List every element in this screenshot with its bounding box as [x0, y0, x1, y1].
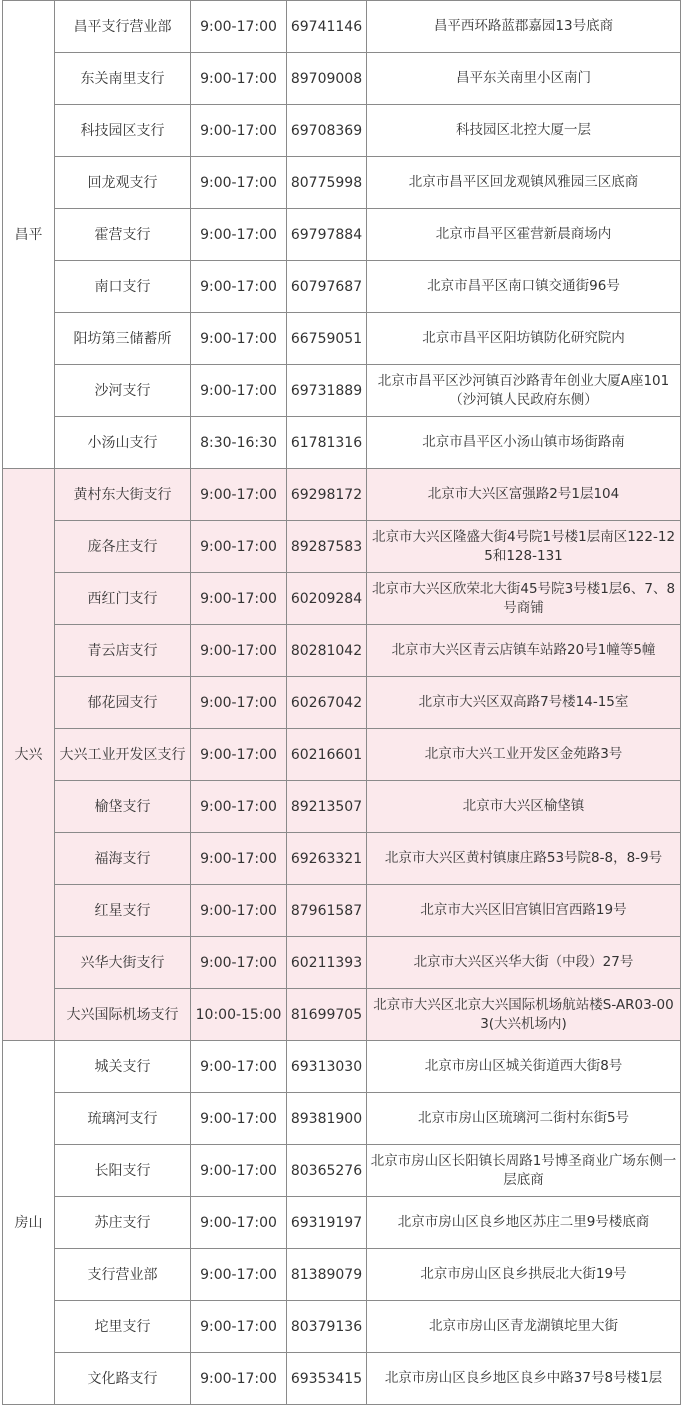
branch-table-body [3, 1, 681, 1405]
branch-name-cell: 大兴工业开发区支行 [55, 729, 191, 781]
address-cell: 北京市大兴区青云店镇车站路20号1幢等5幢 [367, 625, 681, 677]
branch-name-cell: 榆垡支行 [55, 781, 191, 833]
district-cell: 房山 [3, 1041, 55, 1405]
hours-cell: 9:00-17:00 [191, 521, 287, 573]
hours-cell: 9:00-17:00 [191, 1353, 287, 1405]
branch-name-cell: 回龙观支行 [55, 157, 191, 209]
address-cell: 科技园区北控大厦一层 [367, 105, 681, 157]
hours-cell: 9:00-17:00 [191, 1041, 287, 1093]
hours-cell: 9:00-17:00 [191, 105, 287, 157]
branch-name-cell: 长阳支行 [55, 1145, 191, 1197]
address-cell: 北京市昌平区小汤山镇市场街路南 [367, 417, 681, 469]
branch-name-cell: 科技园区支行 [55, 105, 191, 157]
phone-cell: 80281042 [287, 625, 367, 677]
address-cell: 北京市昌平区回龙观镇风雅园三区底商 [367, 157, 681, 209]
address-cell: 北京市昌平区阳坊镇防化研究院内 [367, 313, 681, 365]
address-cell: 北京市房山区良乡地区良乡中路37号8号楼1层 [367, 1353, 681, 1405]
district-cell: 大兴 [3, 469, 55, 1041]
phone-cell: 89287583 [287, 521, 367, 573]
table-row [3, 105, 681, 157]
branch-name-cell: 黄村东大街支行 [55, 469, 191, 521]
hours-cell: 9:00-17:00 [191, 1249, 287, 1301]
address-cell: 北京市房山区青龙湖镇坨里大街 [367, 1301, 681, 1353]
phone-cell: 61781316 [287, 417, 367, 469]
hours-cell: 9:00-17:00 [191, 677, 287, 729]
phone-cell: 69731889 [287, 365, 367, 417]
phone-cell: 69708369 [287, 105, 367, 157]
address-cell: 北京市房山区城关街道西大街8号 [367, 1041, 681, 1093]
phone-cell: 60209284 [287, 573, 367, 625]
branch-name-cell: 兴华大街支行 [55, 937, 191, 989]
table-row [3, 209, 681, 261]
table-row [3, 833, 681, 885]
hours-cell: 9:00-17:00 [191, 209, 287, 261]
table-row [3, 53, 681, 105]
branch-name-cell: 南口支行 [55, 261, 191, 313]
hours-cell: 9:00-17:00 [191, 1301, 287, 1353]
address-cell: 北京市房山区良乡拱辰北大街19号 [367, 1249, 681, 1301]
phone-cell: 60797687 [287, 261, 367, 313]
phone-cell: 60216601 [287, 729, 367, 781]
table-row [3, 365, 681, 417]
branch-name-cell: 昌平支行营业部 [55, 1, 191, 53]
phone-cell: 69797884 [287, 209, 367, 261]
hours-cell: 9:00-17:00 [191, 1197, 287, 1249]
address-cell: 北京市昌平区南口镇交通街96号 [367, 261, 681, 313]
phone-cell: 89381900 [287, 1093, 367, 1145]
district-cell: 昌平 [3, 1, 55, 469]
phone-cell: 89213507 [287, 781, 367, 833]
hours-cell: 9:00-17:00 [191, 1145, 287, 1197]
table-row [3, 1041, 681, 1093]
address-cell: 北京市大兴区隆盛大街4号院1号楼1层南区122-125和128-131 [367, 521, 681, 573]
branch-table [2, 0, 681, 1405]
address-cell: 北京市房山区琉璃河二街村东街5号 [367, 1093, 681, 1145]
hours-cell: 9:00-17:00 [191, 937, 287, 989]
address-cell: 北京市大兴区榆垡镇 [367, 781, 681, 833]
table-row [3, 1353, 681, 1405]
table-row [3, 521, 681, 573]
table-row [3, 469, 681, 521]
hours-cell: 8:30-16:30 [191, 417, 287, 469]
branch-name-cell: 文化路支行 [55, 1353, 191, 1405]
address-cell: 北京市昌平区沙河镇百沙路青年创业大厦A座101（沙河镇人民政府东侧） [367, 365, 681, 417]
table-row [3, 417, 681, 469]
hours-cell: 9:00-17:00 [191, 1093, 287, 1145]
address-cell: 北京市大兴区兴华大街（中段）27号 [367, 937, 681, 989]
table-row [3, 157, 681, 209]
address-cell: 北京市大兴区旧宫镇旧宫西路19号 [367, 885, 681, 937]
table-row [3, 1093, 681, 1145]
branch-name-cell: 城关支行 [55, 1041, 191, 1093]
hours-cell: 9:00-17:00 [191, 573, 287, 625]
address-cell: 北京市大兴区双高路7号楼14-15室 [367, 677, 681, 729]
phone-cell: 87961587 [287, 885, 367, 937]
hours-cell: 9:00-17:00 [191, 833, 287, 885]
table-row [3, 937, 681, 989]
address-cell: 北京市大兴区黄村镇康庄路53号院8-8，8-9号 [367, 833, 681, 885]
hours-cell: 9:00-17:00 [191, 365, 287, 417]
address-cell: 昌平东关南里小区南门 [367, 53, 681, 105]
phone-cell: 69353415 [287, 1353, 367, 1405]
branch-name-cell: 福海支行 [55, 833, 191, 885]
table-row [3, 1, 681, 53]
phone-cell: 69319197 [287, 1197, 367, 1249]
phone-cell: 69298172 [287, 469, 367, 521]
branch-name-cell: 苏庄支行 [55, 1197, 191, 1249]
phone-cell: 69313030 [287, 1041, 367, 1093]
address-cell: 北京市大兴工业开发区金苑路3号 [367, 729, 681, 781]
address-cell: 北京市大兴区欣荣北大街45号院3号楼1层6、7、8号商铺 [367, 573, 681, 625]
table-row [3, 989, 681, 1041]
table-row [3, 1249, 681, 1301]
branch-name-cell: 西红门支行 [55, 573, 191, 625]
phone-cell: 60267042 [287, 677, 367, 729]
table-row [3, 573, 681, 625]
branch-name-cell: 琉璃河支行 [55, 1093, 191, 1145]
table-row [3, 885, 681, 937]
hours-cell: 9:00-17:00 [191, 729, 287, 781]
phone-cell: 60211393 [287, 937, 367, 989]
address-cell: 昌平西环路蓝郡嘉园13号底商 [367, 1, 681, 53]
branch-name-cell: 小汤山支行 [55, 417, 191, 469]
table-row [3, 1301, 681, 1353]
branch-name-cell: 东关南里支行 [55, 53, 191, 105]
hours-cell: 9:00-17:00 [191, 313, 287, 365]
table-row [3, 1145, 681, 1197]
table-row [3, 729, 681, 781]
table-row [3, 313, 681, 365]
address-cell: 北京市房山区长阳镇长周路1号博圣商业广场东侧一层底商 [367, 1145, 681, 1197]
phone-cell: 81389079 [287, 1249, 367, 1301]
branch-name-cell: 支行营业部 [55, 1249, 191, 1301]
phone-cell: 80379136 [287, 1301, 367, 1353]
phone-cell: 66759051 [287, 313, 367, 365]
branch-name-cell: 郁花园支行 [55, 677, 191, 729]
address-cell: 北京市大兴区北京大兴国际机场航站楼S-AR03-003(大兴机场内) [367, 989, 681, 1041]
table-row [3, 781, 681, 833]
phone-cell: 69741146 [287, 1, 367, 53]
table-row [3, 261, 681, 313]
hours-cell: 10:00-15:00 [191, 989, 287, 1041]
branch-name-cell: 红星支行 [55, 885, 191, 937]
hours-cell: 9:00-17:00 [191, 261, 287, 313]
hours-cell: 9:00-17:00 [191, 157, 287, 209]
phone-cell: 89709008 [287, 53, 367, 105]
table-row [3, 625, 681, 677]
hours-cell: 9:00-17:00 [191, 469, 287, 521]
branch-name-cell: 阳坊第三储蓄所 [55, 313, 191, 365]
hours-cell: 9:00-17:00 [191, 885, 287, 937]
table-row [3, 677, 681, 729]
branch-name-cell: 青云店支行 [55, 625, 191, 677]
phone-cell: 81699705 [287, 989, 367, 1041]
address-cell: 北京市昌平区霍营新晨商场内 [367, 209, 681, 261]
branch-name-cell: 大兴国际机场支行 [55, 989, 191, 1041]
hours-cell: 9:00-17:00 [191, 781, 287, 833]
address-cell: 北京市大兴区富强路2号1层104 [367, 469, 681, 521]
hours-cell: 9:00-17:00 [191, 625, 287, 677]
phone-cell: 69263321 [287, 833, 367, 885]
branch-name-cell: 霍营支行 [55, 209, 191, 261]
hours-cell: 9:00-17:00 [191, 1, 287, 53]
branch-name-cell: 庞各庄支行 [55, 521, 191, 573]
phone-cell: 80365276 [287, 1145, 367, 1197]
address-cell: 北京市房山区良乡地区苏庄二里9号楼底商 [367, 1197, 681, 1249]
phone-cell: 80775998 [287, 157, 367, 209]
branch-name-cell: 坨里支行 [55, 1301, 191, 1353]
branch-name-cell: 沙河支行 [55, 365, 191, 417]
hours-cell: 9:00-17:00 [191, 53, 287, 105]
table-row [3, 1197, 681, 1249]
